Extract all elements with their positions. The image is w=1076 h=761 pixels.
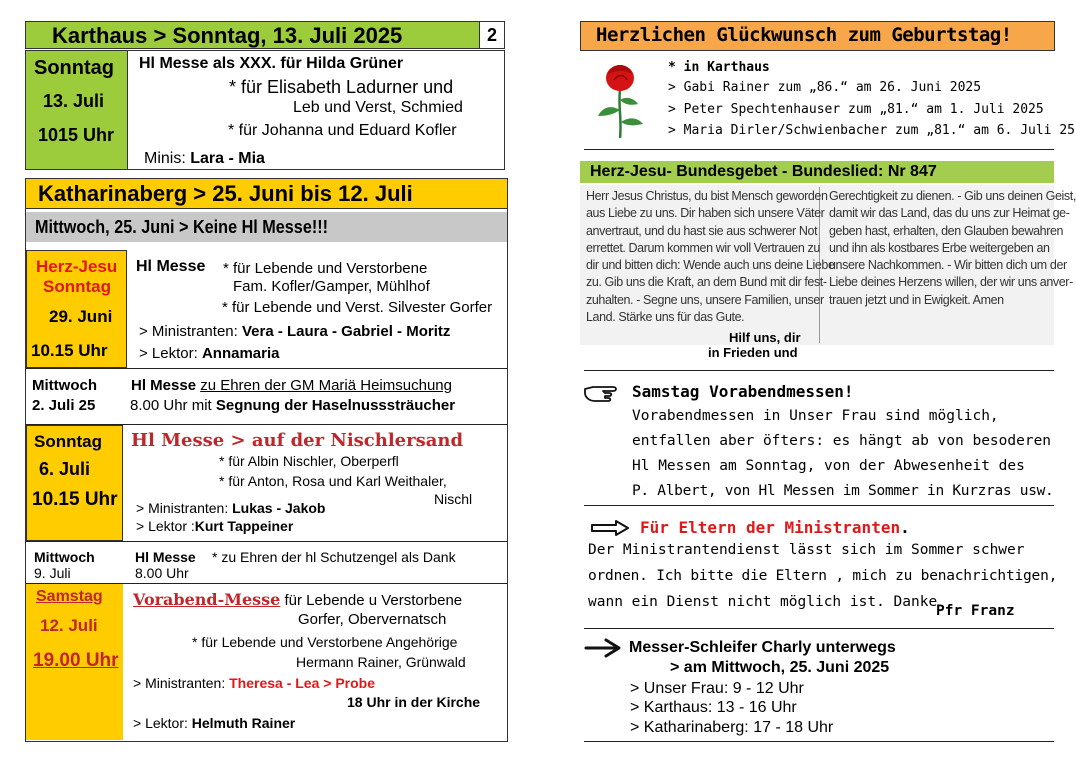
prayer-col1-extra1: Hilf uns, dir <box>729 330 801 345</box>
no-mass-text: Mittwoch, 25. Juni > Keine Hl Messe!!! <box>35 217 329 237</box>
prayer-line: trauen jetzt und in Ewigkeit. Amen <box>829 292 1004 307</box>
samstag12-probe: 18 Uhr in der Kirche <box>347 694 481 710</box>
prayer-col1-extra2: in Frieden und <box>708 345 798 360</box>
divider <box>584 149 1054 150</box>
karthaus-minis-names: Lara - Mia <box>190 150 265 167</box>
sonntag6-lektor <box>136 518 293 534</box>
divider <box>26 541 507 542</box>
mittwoch2-blessing: Segnung der Haselnusssträucher <box>215 397 456 414</box>
eltern-signature: Pfr Franz <box>936 603 1015 619</box>
mittwoch2-mass-label: Hl Messe <box>131 377 201 394</box>
arrow-right-icon <box>590 519 630 537</box>
birthday-entry: > Peter Spechtenhauser zum „81.“ am 1. Juli 2025 <box>668 102 1044 117</box>
samstag12-mass-line <box>133 590 462 609</box>
karthaus-line2: * für Elisabeth Ladurner und <box>229 77 454 97</box>
samstag12-line1: für Lebende u Verstorbene <box>280 592 463 609</box>
mittwoch9-date: 9. Juli <box>34 565 71 581</box>
herzjesu-time: 10.15 Uhr <box>31 341 108 360</box>
eltern-line: Der Ministrantendienst lässt sich im Sommer schwer <box>588 542 1025 558</box>
eltern-line: wann ein Dienst nicht möglich ist. Danke <box>588 594 938 610</box>
herzjesu-lektor <box>139 345 279 362</box>
herzjesu-line1: * für Lebende und Verstorbene <box>223 260 428 277</box>
herzjesu-ministranten-names: Vera - Laura - Gabriel - Moritz <box>241 323 451 340</box>
prayer-col2 <box>829 188 1076 309</box>
page-number: 2 <box>487 25 498 45</box>
herzjesu-mass: Hl Messe <box>136 258 206 275</box>
mittwoch2-day: Mittwoch <box>32 377 97 394</box>
eltern-title-end: . <box>900 518 910 537</box>
sonntag6-day: Sonntag <box>34 432 102 451</box>
herzjesu-lektor-name: Annamaria <box>201 345 280 362</box>
samstag12-line4: Hermann Rainer, Grünwald <box>296 654 466 670</box>
divider <box>584 370 1054 371</box>
prayer-line: zu. Gib uns die Kraft, an dem Bund mit dir fest- <box>586 275 827 290</box>
schleifer-stop: > Unser Frau: 9 - 12 Uhr <box>630 680 804 697</box>
sonntag6-day-cell <box>26 425 123 541</box>
samstag12-lektor <box>133 715 295 731</box>
karthaus-date: 13. Juli <box>43 91 105 111</box>
karthaus-header <box>25 21 480 49</box>
schleifer-date: > am Mittwoch, 25. Juni 2025 <box>670 659 890 676</box>
mittwoch2-mass <box>131 377 452 394</box>
herzjesu-line2: Fam. Kofler/Gamper, Mühlhof <box>233 278 430 295</box>
divider <box>584 741 1054 742</box>
samstag12-day-cell <box>26 584 123 740</box>
karthaus-detail-cell <box>127 50 505 170</box>
sonntag6-line2: * für Anton, Rosa und Karl Weithaler, <box>219 473 447 489</box>
karthaus-minis <box>144 150 265 168</box>
samstag12-mass: Vorabend-Messe <box>133 590 281 609</box>
prayer-line: geben hast, erhalten, den Glauben bewahren <box>829 223 1064 238</box>
prayer-line: dir und bitten dich: Wende auch uns deine Liebe <box>586 258 835 273</box>
prayer-line: Herr Jesus Christus, du bist Mensch geworden <box>586 189 828 203</box>
sonntag6-date: 6. Juli <box>39 459 91 479</box>
sonntag6-line1: * für Albin Nischler, Oberperfl <box>219 453 399 469</box>
herzjesu-ministranten <box>139 323 450 340</box>
samstag12-date: 12. Juli <box>40 616 98 635</box>
pointing-hand-icon <box>583 383 625 405</box>
katharinaberg-header <box>25 178 508 209</box>
samstag12-day: Samstag <box>36 588 103 605</box>
herzjesu-title1: Herz-Jesu <box>36 257 118 276</box>
vorabend-title: Samstag Vorabendmessen! <box>632 382 854 401</box>
birthday-location: * in Karthaus <box>668 60 770 75</box>
herzjesu-date: 29. Juni <box>49 307 113 326</box>
samstag12-line3: * für Lebende und Verstorbene Angehörige <box>192 634 458 650</box>
sonntag6-time: 10.15 Uhr <box>32 489 118 510</box>
vorabend-line: P. Albert, von Hl Messen im Sommer in Kurzras usw. <box>632 483 1054 499</box>
samstag12-ministranten <box>133 675 375 691</box>
sonntag6-ministranten-label: > Ministranten: <box>136 500 233 516</box>
mittwoch2-line2 <box>130 397 455 414</box>
schleifer-stop: > Karthaus: 13 - 16 Uhr <box>630 699 797 716</box>
herzjesu-line3: * für Lebende und Verst. Silvester Gorfer <box>222 299 493 316</box>
divider <box>584 505 1054 506</box>
birthday-entry: > Gabi Rainer zum „86.“ am 26. Juni 2025 <box>668 80 982 95</box>
herzjesu-title2: Sonntag <box>43 277 111 296</box>
page-number-box <box>479 21 505 49</box>
prayer-line: und ihn als kostbares Erbe weitergeben an <box>829 240 1050 255</box>
mittwoch9-day: Mittwoch <box>34 549 95 565</box>
karthaus-line4: * für Johanna und Eduard Kofler <box>228 122 457 139</box>
prayer-line: errettet. Darum kommen wir voll Vertrauen zu <box>586 240 820 255</box>
samstag12-ministranten-names: Theresa - Lea > Probe <box>229 675 376 691</box>
herzjesu-lektor-label: > Lektor: <box>139 345 202 362</box>
sonntag6-ministranten <box>136 500 325 516</box>
divider <box>26 368 507 369</box>
prayer-line: unsere Nachkommen. - Wir bitten dich um der <box>829 258 1067 273</box>
samstag12-line2: Gorfer, Obervernatsch <box>298 611 447 628</box>
karthaus-day-cell <box>25 50 128 170</box>
mittwoch9-time: 8.00 Uhr <box>135 565 189 581</box>
prayer-line: aus Liebe zu uns. Dir haben sich unsere Väter <box>586 206 825 221</box>
vorabend-line: Vorabendmessen in Unser Frau sind möglich, <box>632 408 999 424</box>
sonntag6-lektor-name: Kurt Tappeiner <box>194 518 294 534</box>
eltern-title-text: Für Eltern der Ministranten <box>640 518 901 537</box>
herzjesu-ministranten-label: > Ministranten: <box>139 323 242 340</box>
prayer-header <box>580 161 1054 183</box>
prayer-line: anvertraut, und du hast sie aus schwerer Not <box>586 223 818 238</box>
prayer-header-title: Herz-Jesu- Bundesgebet - Bundeslied: Nr 847 <box>590 163 937 180</box>
karthaus-line3: Leb und Verst, Schmied <box>293 99 463 116</box>
prayer-line: Land. Stärke uns für das Gute. <box>586 310 745 325</box>
eltern-line: ordnen. Ich bitte die Eltern , mich zu benachrichtigen, <box>588 568 1058 584</box>
vorabend-line: entfallen aber öfters: es hängt ab von besoderen <box>632 433 1052 449</box>
samstag12-lektor-name: Helmuth Rainer <box>191 715 296 731</box>
herzjesu-day-cell <box>26 250 127 368</box>
sonntag6-lektor-label: > Lektor : <box>136 518 195 534</box>
prayer-line: Liebe deines Herzens willen, der wir uns anver- <box>829 275 1073 290</box>
karthaus-time: 1015 Uhr <box>38 125 115 145</box>
birthday-header <box>580 21 1055 51</box>
schleifer-stop: > Katharinaberg: 17 - 18 Uhr <box>630 719 834 736</box>
mittwoch2-date: 2. Juli 25 <box>32 397 96 414</box>
samstag12-lektor-label: > Lektor: <box>133 715 192 731</box>
birthday-entry: > Maria Dirler/Schwienbacher zum „81.“ am 6. Juli 25 <box>668 123 1075 138</box>
karthaus-line1: Hl Messe als XXX. für Hilda Grüner <box>139 55 404 72</box>
prayer-line: zuhalten. - Segne uns, unsere Familien, unser <box>586 292 824 307</box>
mittwoch2-mass-intention: zu Ehren der GM Mariä Heimsuchung <box>200 377 452 394</box>
eltern-title <box>640 518 910 537</box>
samstag12-time: 19.00 Uhr <box>33 650 119 671</box>
schleifer-title: Messer-Schleifer Charly unterwegs <box>629 639 896 656</box>
mittwoch9-text: * zu Ehren der hl Schutzengel als Dank <box>212 549 456 565</box>
prayer-col1 <box>586 188 835 326</box>
katharinaberg-header-title: Katharinaberg > 25. Juni bis 12. Juli <box>38 181 413 206</box>
arrow-right-icon <box>584 638 622 658</box>
sonntag6-line3: Nischl <box>434 491 473 507</box>
samstag12-ministranten-label: > Ministranten: <box>133 675 230 691</box>
karthaus-header-title: Karthaus > Sonntag, 13. Juli 2025 <box>52 23 403 48</box>
sonntag6-ministranten-names: Lukas - Jakob <box>232 500 326 516</box>
sonntag6-mass: Hl Messe > auf der Nischlersand <box>131 430 464 451</box>
karthaus-minis-label: Minis: <box>144 150 191 167</box>
mittwoch9-mass: Hl Messe <box>135 549 196 565</box>
prayer-line: Gerechtigkeit zu dienen. - Gib uns deinen Geist, <box>829 189 1076 203</box>
karthaus-day: Sonntag <box>34 57 114 79</box>
prayer-line: damit wir das Land, das du uns zur Heimat ge- <box>829 206 1070 221</box>
rose-icon <box>596 60 646 140</box>
mittwoch2-time: 8.00 Uhr mit <box>130 397 216 414</box>
birthday-header-title: Herzlichen Glückwunsch zum Geburtstag! <box>596 24 1012 46</box>
no-mass-bar <box>26 212 507 242</box>
divider <box>584 628 1054 629</box>
vorabend-line: Hl Messen am Sonntag, von der Abwesenheit des <box>632 458 1025 474</box>
